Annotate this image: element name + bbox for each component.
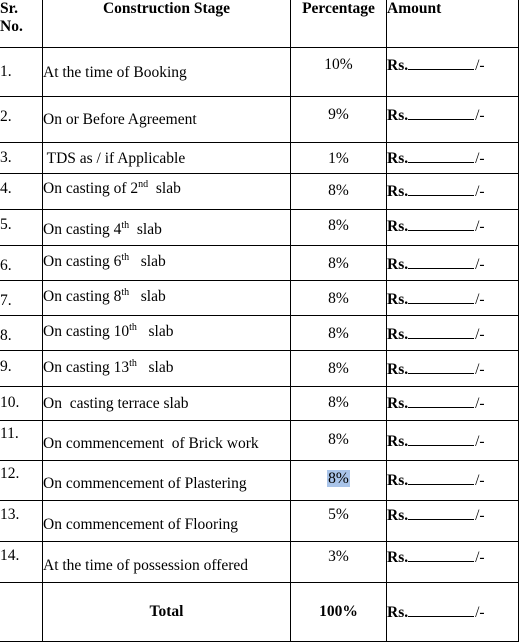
stage-percentage-cell: [291, 501, 387, 542]
amount-prefix: Rs.: [387, 256, 409, 273]
stage-text: On commencement of Flooring: [43, 516, 238, 533]
header-sr-no: [0, 0, 43, 48]
header-construction-stage: Construction Stage: [43, 0, 291, 48]
row-number: 7.: [0, 281, 43, 316]
stage-percentage-cell: [291, 174, 387, 210]
amount-blank-line: [408, 360, 474, 374]
stage-ordinal-suffix: th: [121, 220, 130, 231]
construction-stage: [43, 174, 291, 210]
stage-amount-cell: [387, 97, 519, 143]
amount-prefix: Rs.: [387, 183, 409, 200]
table-row: [0, 501, 519, 542]
stage-amount-cell: [387, 421, 519, 461]
amount-suffix: /-: [475, 57, 485, 74]
amount-suffix: /-: [475, 256, 485, 273]
amount-blank-line: [408, 394, 474, 408]
amount-prefix: Rs.: [387, 507, 409, 524]
stage-percentage-cell: [291, 48, 387, 97]
row-number: 8.: [0, 316, 43, 351]
amount-prefix: Rs.: [387, 395, 409, 412]
header-row: [0, 0, 519, 48]
header-sr-line2: No.: [0, 18, 23, 35]
amount-suffix: /-: [475, 395, 485, 412]
stage-percentage-cell: [291, 387, 387, 421]
total-sr-cell: [0, 583, 43, 642]
amount-blank-line: [408, 255, 474, 269]
row-number: 2.: [0, 97, 43, 143]
stage-percentage: 10%: [324, 56, 353, 73]
stage-amount-cell: [387, 210, 519, 246]
stage-percentage-cell: [291, 281, 387, 316]
stage-percentage-cell: [291, 143, 387, 174]
stage-percentage: 5%: [328, 506, 349, 523]
row-number: 5.: [0, 210, 43, 246]
stage-text: On casting terrace slab: [43, 395, 189, 412]
amount-suffix: /-: [475, 107, 485, 124]
stage-amount-cell: [387, 48, 519, 97]
header-sr-line1: Sr.: [0, 0, 18, 17]
amount-prefix: Rs.: [387, 603, 409, 621]
amount-prefix: Rs.: [387, 472, 409, 489]
stage-text: On casting 8: [43, 288, 122, 305]
amount-blank-line: [408, 56, 474, 70]
stage-percentage: 8%: [328, 182, 349, 199]
stage-ordinal-suffix: th: [129, 358, 137, 369]
total-percentage: 100%: [291, 583, 387, 642]
amount-blank-line: [408, 217, 474, 231]
stage-percentage: 8%: [328, 470, 349, 487]
amount-suffix: /-: [475, 603, 485, 621]
amount-prefix: Rs.: [387, 433, 409, 450]
amount-prefix: Rs.: [387, 107, 409, 124]
table-row: [0, 542, 519, 583]
construction-stage: [43, 97, 291, 143]
stage-text: On casting 4: [43, 221, 122, 238]
table-row: [0, 143, 519, 174]
amount-suffix: /-: [475, 433, 485, 450]
row-number: 14.: [0, 542, 43, 583]
table-row: [0, 174, 519, 210]
amount-prefix: Rs.: [387, 150, 409, 167]
amount-blank-line: [408, 149, 474, 163]
table-row: [0, 421, 519, 461]
construction-stage: [43, 542, 291, 583]
stage-text: On or Before Agreement: [43, 111, 197, 128]
stage-ordinal-suffix: th: [121, 287, 130, 298]
construction-stage: [43, 48, 291, 97]
amount-blank-line: [408, 290, 474, 304]
stage-text-after: slab: [129, 288, 166, 305]
construction-stage: [43, 143, 291, 174]
amount-suffix: /-: [475, 549, 485, 566]
stage-percentage-cell: [291, 246, 387, 281]
row-number: 9.: [0, 351, 43, 387]
amount-prefix: Rs.: [387, 218, 409, 235]
amount-blank-line: [408, 603, 474, 617]
construction-stage: [43, 246, 291, 281]
total-amount-cell: [387, 583, 519, 642]
stage-text-after: slab: [136, 323, 174, 340]
stage-percentage: 8%: [328, 431, 349, 448]
table-row: [0, 48, 519, 97]
stage-amount-cell: [387, 351, 519, 387]
amount-blank-line: [408, 548, 474, 562]
stage-text-after: slab: [129, 221, 162, 238]
amount-blank-line: [408, 325, 474, 339]
table-row: [0, 316, 519, 351]
stage-ordinal-suffix: th: [129, 322, 137, 333]
row-number: 12.: [0, 461, 43, 501]
stage-ordinal-suffix: nd: [138, 179, 149, 190]
stage-percentage: 8%: [328, 217, 349, 234]
stage-text: On casting of 2: [43, 180, 139, 197]
construction-stage: [43, 501, 291, 542]
table-row: [0, 387, 519, 421]
table-row: [0, 210, 519, 246]
amount-suffix: /-: [475, 326, 485, 343]
stage-text: At the time of Booking: [43, 64, 187, 81]
amount-blank-line: [408, 432, 474, 446]
amount-suffix: /-: [475, 291, 485, 308]
stage-percentage: 8%: [328, 255, 349, 272]
stage-text-after: slab: [148, 180, 181, 197]
stage-percentage-cell: [291, 351, 387, 387]
amount-blank-line: [408, 471, 474, 485]
stage-percentage-cell: [291, 210, 387, 246]
stage-percentage-cell: [291, 97, 387, 143]
amount-prefix: Rs.: [387, 549, 409, 566]
stage-text-after: slab: [136, 359, 174, 376]
stage-ordinal-suffix: th: [121, 252, 130, 263]
construction-stage: [43, 421, 291, 461]
stage-percentage: 8%: [328, 360, 349, 377]
amount-suffix: /-: [475, 150, 485, 167]
stage-amount-cell: [387, 174, 519, 210]
row-number: 3.: [0, 143, 43, 174]
stage-amount-cell: [387, 501, 519, 542]
stage-amount-cell: [387, 143, 519, 174]
stage-percentage-cell: [291, 421, 387, 461]
amount-prefix: Rs.: [387, 57, 409, 74]
amount-blank-line: [408, 506, 474, 520]
stage-text: On casting 6: [43, 253, 122, 270]
stage-amount-cell: [387, 542, 519, 583]
amount-blank-line: [408, 106, 474, 120]
table-row: [0, 281, 519, 316]
stage-text: At the time of possession offered: [43, 557, 249, 574]
stage-amount-cell: [387, 316, 519, 351]
stage-percentage-cell: [291, 542, 387, 583]
amount-suffix: /-: [475, 361, 485, 378]
amount-blank-line: [408, 182, 474, 196]
table-row: [0, 246, 519, 281]
stage-percentage: 8%: [328, 394, 349, 411]
header-percentage: Percentage: [291, 0, 387, 48]
stage-percentage: 3%: [328, 548, 349, 565]
stage-text: On commencement of Brick work: [43, 435, 259, 452]
table-row: [0, 461, 519, 501]
stage-text: On casting 13: [43, 359, 130, 376]
total-label: Total: [43, 583, 291, 642]
construction-stage: [43, 461, 291, 501]
stage-amount-cell: [387, 387, 519, 421]
header-amount: Amount: [387, 0, 519, 48]
stage-percentage-cell: [291, 461, 387, 501]
amount-suffix: /-: [475, 183, 485, 200]
stage-text: On casting 10: [43, 323, 130, 340]
stage-percentage: 8%: [328, 325, 349, 342]
stage-percentage-cell: [291, 316, 387, 351]
row-number: 4.: [0, 174, 43, 210]
construction-stage: [43, 281, 291, 316]
amount-prefix: Rs.: [387, 361, 409, 378]
row-number: 11.: [0, 421, 43, 461]
construction-stage: [43, 210, 291, 246]
stage-percentage: 8%: [328, 290, 349, 307]
stage-text-after: slab: [129, 253, 166, 270]
row-number: 1.: [0, 48, 43, 97]
total-row: [0, 583, 519, 642]
construction-stage: [43, 387, 291, 421]
amount-prefix: Rs.: [387, 291, 409, 308]
amount-suffix: /-: [475, 472, 485, 489]
stage-amount-cell: [387, 461, 519, 501]
stage-text: On commencement of Plastering: [43, 475, 247, 492]
table-row: [0, 97, 519, 143]
stage-percentage: 1%: [328, 150, 349, 167]
stage-percentage: 9%: [328, 106, 349, 123]
row-number: 13.: [0, 501, 43, 542]
stage-text: TDS as / if Applicable: [43, 150, 186, 167]
amount-suffix: /-: [475, 507, 485, 524]
row-number: 6.: [0, 246, 43, 281]
stage-amount-cell: [387, 281, 519, 316]
schedule-rows: [0, 48, 519, 583]
construction-stage: [43, 316, 291, 351]
amount-suffix: /-: [475, 218, 485, 235]
amount-prefix: Rs.: [387, 326, 409, 343]
construction-stage: [43, 351, 291, 387]
stage-amount-cell: [387, 246, 519, 281]
table-row: [0, 351, 519, 387]
row-number: 10.: [0, 387, 43, 421]
